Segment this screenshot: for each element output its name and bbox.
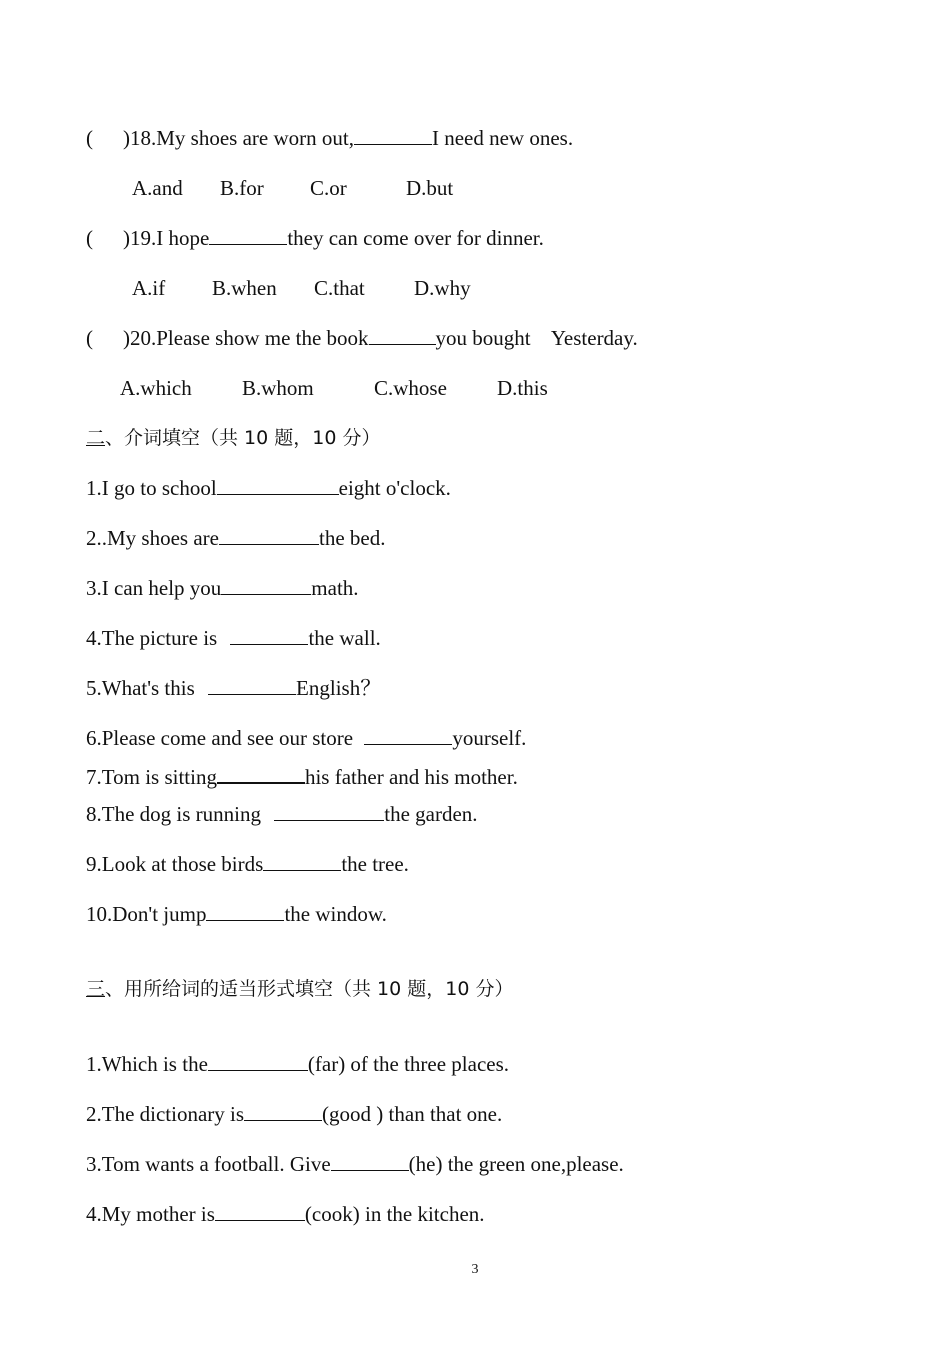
option-d[interactable]: D.but [406,176,454,200]
section-2-heading [86,426,381,450]
s3-item: 3.Tom wants a football. Give (he) the green one,please. [86,1152,624,1176]
question-19: ( )19.I hope they can come over for dinner. [86,226,544,250]
s2-item: 1.I go to school eight o'clock. [86,476,451,500]
fill-blank[interactable] [354,126,432,145]
option-c[interactable]: C.or [310,176,347,200]
fill-blank[interactable] [215,1202,305,1221]
section-3-mark: 三 [86,978,106,1000]
section-2-mark: 二 [86,427,106,449]
s2-item: 7.Tom is sitting his father and his mother. [86,765,518,789]
fill-blank[interactable] [331,1152,409,1171]
section-3-heading [86,977,514,1001]
fill-blank[interactable] [274,802,384,821]
answer-paren[interactable]: ( [86,126,93,150]
option-b[interactable]: B.for [220,176,264,200]
fill-blank[interactable] [263,852,341,871]
s2-item: 4.The picture is the wall. [86,626,381,650]
answer-paren[interactable]: ( [86,326,93,350]
fill-blank[interactable] [217,764,305,784]
s2-item: 3.I can help you math. [86,576,359,600]
section-2-title: 、介词填空（共 10 题，10 分） [105,427,381,449]
fill-blank[interactable] [208,1052,308,1071]
s2-item: 2..My shoes are the bed. [86,526,386,550]
s2-item: 9.Look at those birds the tree. [86,852,409,876]
fill-blank[interactable] [217,476,339,495]
option-b[interactable]: B.whom [242,376,314,400]
fill-blank[interactable] [206,902,284,921]
option-b[interactable]: B.when [212,276,277,300]
question-20: ( )20.Please show me the book you bought Yesterday. [86,326,638,350]
s2-item: 8.The dog is running the garden. [86,802,478,826]
option-a[interactable]: A.which [120,376,192,400]
option-d[interactable]: D.this [497,376,548,400]
answer-paren[interactable]: ( [86,226,93,250]
fill-blank[interactable] [230,626,308,645]
s3-item: 1.Which is the (far) of the three places. [86,1052,510,1076]
page-number: 3 [471,1262,479,1277]
section-3-title: 、用所给词的适当形式填空（共 10 题，10 分） [105,978,514,1000]
s3-item: 4.My mother is (cook) in the kitchen. [86,1202,485,1226]
s2-item: 6.Please come and see our store yourself. [86,726,527,750]
option-c[interactable]: C.that [314,276,365,300]
fill-blank[interactable] [221,576,311,595]
s3-item: 2.The dictionary is (good ) than that one. [86,1102,503,1126]
s2-item: 10.Don't jump the window. [86,902,387,926]
fill-blank[interactable] [208,676,296,695]
option-a[interactable]: A.if [132,276,166,300]
fill-blank[interactable] [369,326,436,345]
fill-blank[interactable] [219,526,319,545]
option-d[interactable]: D.why [414,276,471,300]
option-c[interactable]: C.whose [374,376,447,400]
question-18: ( )18.My shoes are worn out, I need new ones. [86,126,574,150]
fill-blank[interactable] [364,726,452,745]
fill-blank[interactable] [244,1102,322,1121]
fill-blank[interactable] [209,226,287,245]
option-a[interactable]: A.and [132,176,183,200]
s2-item: 5.What's this English？ [86,676,382,700]
